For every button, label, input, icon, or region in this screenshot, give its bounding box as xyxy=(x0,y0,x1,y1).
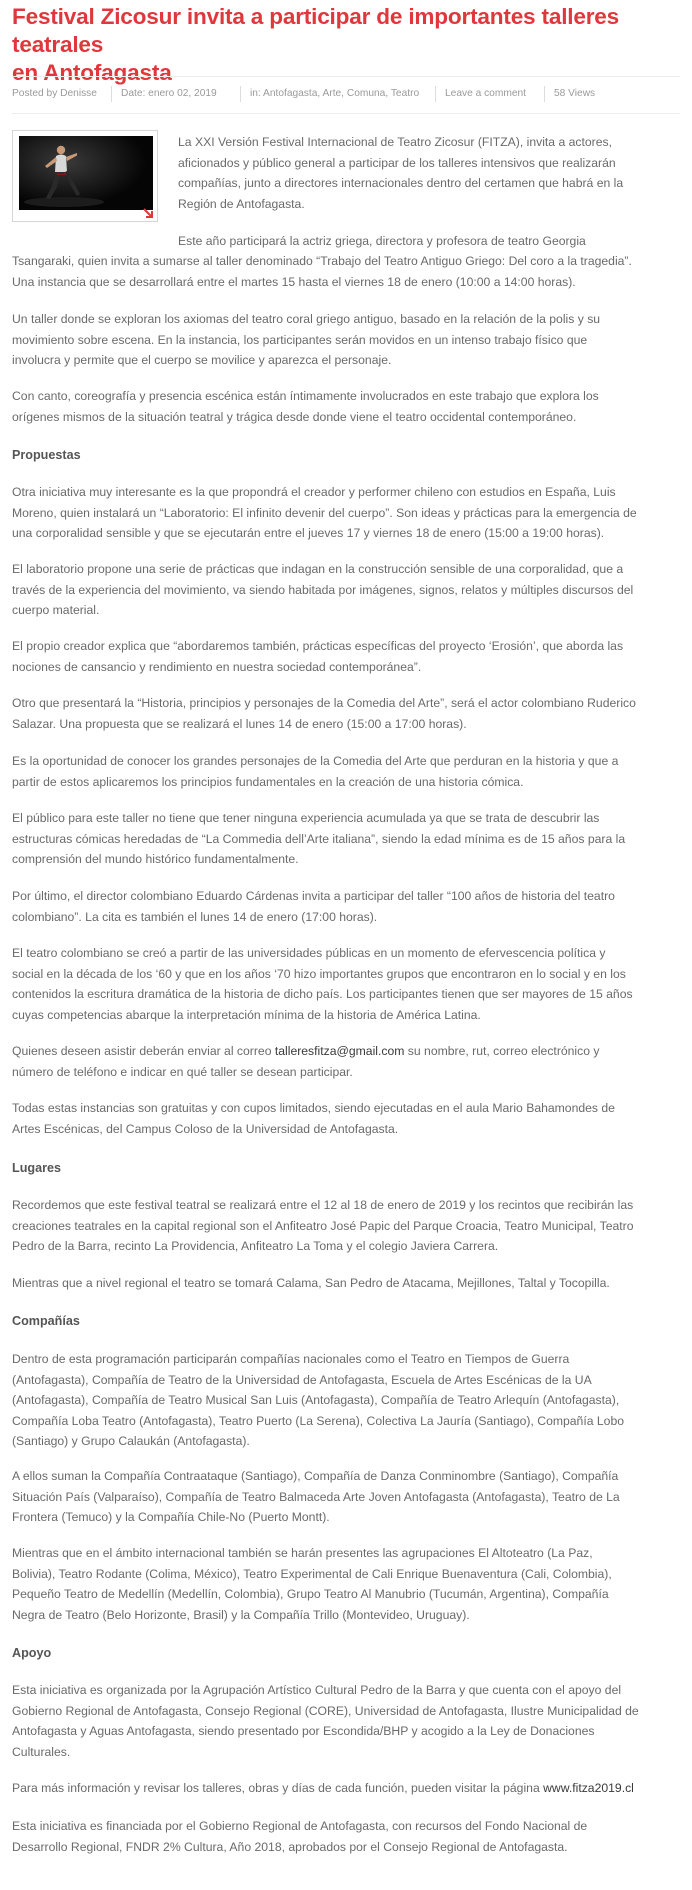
paragraph-organizacion xyxy=(12,1680,680,1762)
text-line: colombiano”. La cita es también el lunes 14 de enero (17:00 horas). xyxy=(12,909,378,924)
website-link[interactable]: www.fitza2019.cl xyxy=(543,1781,634,1795)
paragraph-mas-informacion xyxy=(12,1778,680,1799)
text-line: El laboratorio propone una serie de prácticas que indagan en la construcción sensible de una corporalidad, que a xyxy=(12,562,624,576)
text-line: Antofagasta y Aguas Antofagasta, siendo presentado por Escondida/BHP y acogido a la Ley de Donaciones xyxy=(12,1724,595,1738)
text-line: Desarrollo Regional, FNDR 2% Cultura, Año 2018, aprobados por el Consejo Regional de Antofagasta. xyxy=(12,1839,568,1854)
text-line: Otra iniciativa muy interesante es la que propondrá el creador y performer chileno con estudios en España, Luis xyxy=(12,485,616,499)
text-line: cuerpo material. xyxy=(12,603,100,617)
paragraph-canto xyxy=(12,386,680,427)
text-line: nociones de cansancio y rendimiento en nuestra sociedad contemporánea”. xyxy=(12,659,422,674)
leave-comment-link[interactable]: Leave a comment xyxy=(445,88,526,99)
text-segment: su nombre, rut, correo electrónico y xyxy=(404,1044,600,1058)
text-line: aficionados y público general a participar de los talleres intensivos que realizarán xyxy=(178,155,616,170)
text-line: Bolivia), Teatro Rodante (Colima, México), Teatro Experimental de Cali Enrique Buenaventura (Cali, Colombia), xyxy=(12,1566,612,1581)
text-segment: Quienes deseen asistir deberán enviar al correo xyxy=(12,1044,275,1058)
paragraph-intro xyxy=(178,132,680,214)
text-line: Una instancia que se desarrollará entre el martes 15 hasta el viernes 18 de enero (10:00 a 14:00 horas). xyxy=(12,274,576,289)
text-line: Tsangaraki, quien invita a sumarse al taller denominado “Trabajo del Teatro Antiguo Griego: Del coro a la tragedia”. xyxy=(12,254,632,268)
text-line: Mientras que a nivel regional el teatro se tomará Calama, San Pedro de Atacama, Mejillones, Taltal y Tocopilla. xyxy=(12,1276,610,1290)
paragraph-teatro-colombiano xyxy=(12,943,680,1025)
text-line: A ellos suman la Compañía Contraataque (Santiago), Compañía de Danza Conminombre (Santiago), Compañía xyxy=(12,1469,619,1483)
paragraph-publico xyxy=(12,808,680,870)
text-line: Todas estas instancias son gratuitas y con cupos limitados, siendo ejecutadas en el aula Mario Bahamondes de xyxy=(12,1101,615,1115)
text-line: Moreno, quien instalará un “Laboratorio: El infinito devenir del cuerpo”. Son ideas y prácticas para la emergencia de xyxy=(12,505,637,520)
text-line: partir de estos aplicaremos los principios fundamentales en la creación de una historia cómica. xyxy=(12,774,524,789)
paragraph-regional xyxy=(12,1273,680,1294)
text-line: Recordemos que este festival teatral se realizará entre el 12 al 18 de enero de 2019 y los recintos que recibirán las xyxy=(12,1198,634,1212)
text-line: Pequeño Teatro de Medellín (Medellín, Colombia), Grupo Teatro Al Manubrio (Tucumán, Argentina), Compañía xyxy=(12,1587,609,1601)
section-heading-apoyo: Apoyo xyxy=(12,1646,52,1660)
article-title-line-1[interactable]: Festival Zicosur invita a participar de importantes talleres teatrales xyxy=(12,4,620,57)
post-author: Posted by Denisse xyxy=(12,88,97,99)
text-line: (Antofagasta), Compañía de Teatro de la Universidad de Antofagasta, Escuela de Artes Escénicas de la UA xyxy=(12,1372,592,1387)
text-line: comprensión del mundo histórico fundamentalmente. xyxy=(12,852,299,866)
text-line: Por último, el director colombiano Eduardo Cárdenas invita a participar del taller “100 años de historia del teatro xyxy=(12,889,615,903)
text-line: contenidos la escritura dramática de la historia de dicho país. Los participantes tienen que ser mayores de 15 años xyxy=(12,987,633,1001)
paragraph-laboratorio xyxy=(12,559,680,621)
paragraph-internacional xyxy=(12,1543,680,1625)
text-line: Dentro de esta programación participarán compañías nacionales como el Teatro en Tiempos de Guerra xyxy=(12,1352,570,1366)
text-line: compañías, junto a directores internacionales dentro del certamen que habrá en la xyxy=(178,176,624,190)
text-line: Región de Antofagasta. xyxy=(178,196,305,211)
text-line: estructuras cómicas heredadas de “La Commedia dell’Arte italiana”, siendo la edad mínima es de 15 años para la xyxy=(12,831,626,846)
text-line: orígenes mismos de la situación teatral y trágica desde donde viene el teatro occidental contemporáneo. xyxy=(12,409,577,424)
text-line: involucra y permite que el cuerpo se movilice y aparezca el personaje. xyxy=(12,353,392,367)
meta-divider xyxy=(111,86,112,102)
paragraph-luis-moreno xyxy=(12,482,680,544)
text-segment: Para más información y revisar los talleres, obras y días de cada función, pueden visitar la página xyxy=(12,1781,544,1795)
article xyxy=(12,0,680,1854)
text-line: través de la experiencia del movimiento, va siendo habitada por imágenes, signos, relatos y múltiples discursos del xyxy=(12,582,634,597)
paragraph-georgia xyxy=(12,251,680,292)
text-line: Situación País (Valparaíso), Compañía de Teatro Balmaceda Arte Joven Antofagasta (Antofagasta), Teatro de La xyxy=(12,1489,620,1504)
text-line: creaciones teatrales en la capital regional son el Anfiteatro José Papic del Parque Croacia, Teatro Municipal, Teatro xyxy=(12,1218,634,1233)
meta-divider xyxy=(240,86,241,102)
paragraph-erosion xyxy=(12,636,680,677)
section-heading-propuestas: Propuestas xyxy=(12,448,81,462)
text-line: Este año participará la actriz griega, directora y profesora de teatro Georgia xyxy=(178,234,586,248)
text-line: Frontera (Temuco) y la Compañía Chile-No (Puerto Montt). xyxy=(12,1510,330,1524)
paragraph-financiamiento xyxy=(12,1816,680,1857)
text-line: Mientras que en el ámbito internacional también se harán presentes las agrupaciones El Altoteatro (La Paz, xyxy=(12,1546,593,1560)
text-line: cuyas competencias abarque la interpretación mínima de la historia de América Latina. xyxy=(12,1007,481,1022)
text-line: Culturales. xyxy=(12,1744,71,1759)
section-heading-lugares: Lugares xyxy=(12,1161,61,1175)
meta-divider xyxy=(544,86,545,102)
dancer-photo xyxy=(19,136,153,210)
text-line: Otro que presentará la “Historia, principios y personajes de la Comedia del Arte”, será el actor colombiano Ruderico xyxy=(12,696,636,710)
email-link[interactable]: talleresfitza@gmail.com xyxy=(274,1044,405,1058)
text-line: El teatro colombiano se creó a partir de las universidades públicas en un momento de efervescencia política y xyxy=(12,946,606,960)
article-title-line-2[interactable]: en Antofagasta xyxy=(12,60,172,85)
text-line: El propio creador explica que “abordaremos también, prácticas específicas del proyecto ‘Erosión’, que aborda las xyxy=(12,639,624,653)
paragraph-georgia-first-line xyxy=(178,231,680,252)
text-line: número de teléfono e indicar en qué taller se desean participar. xyxy=(12,1064,353,1079)
paragraph-comedia-del-arte xyxy=(12,693,680,734)
text-line: Es la oportunidad de conocer los grandes personajes de la Comedia del Arte que perduran en la historia y que a xyxy=(12,754,619,768)
text-line: movimiento sobre escena. En la instancia, los participantes serán movidos en un intenso trabajo físico que xyxy=(12,332,588,347)
text-line: (Antofagasta), Compañía de Teatro Musical San Luis (Antofagasta), Compañía de Teatro Arlequín (Antofagasta), xyxy=(12,1393,620,1407)
paragraph-eduardo-cardenas xyxy=(12,886,680,927)
paragraph-companias-adicionales xyxy=(12,1466,680,1528)
meta-divider xyxy=(435,86,436,102)
text-line: (Santiago) y Grupo Calaukán (Antofagasta). xyxy=(12,1434,250,1448)
text-line: Esta iniciativa es organizada por la Agrupación Artístico Cultural Pedro de la Barra y que cuenta con el apoyo del xyxy=(12,1683,622,1697)
text-line: Negra de Teatro (Belo Horizonte, Brasil) y la Compañía Trillo (Montevideo, Uruguay). xyxy=(12,1607,470,1622)
text-line: Gobierno Regional de Antofagasta, Consejo Regional (CORE), Universidad de Antofagasta, Ilustre Municipalidad de xyxy=(12,1703,639,1718)
text-line: social en la década de los ‘60 y que en los años ‘70 hizo importantes grupos que encontraron en lo social y en los xyxy=(12,966,626,981)
expand-arrow-icon[interactable] xyxy=(141,206,155,220)
paragraph-recintos xyxy=(12,1195,680,1257)
text-line: Artes Escénicas, del Campus Coloso de la Universidad de Antofagasta. xyxy=(12,1121,399,1136)
paragraph-companias-nacionales xyxy=(12,1349,680,1452)
featured-image-thumbnail[interactable] xyxy=(12,130,158,222)
text-line: una corporalidad sensible y que se ejecutarán entre el jueves 17 y viernes 18 de enero (15:00 a 19:00 horas). xyxy=(12,526,605,540)
paragraph-taller-coral xyxy=(12,309,680,371)
paragraph-inscripcion xyxy=(12,1041,680,1082)
text-line: La XXI Versión Festival Internacional de Teatro Zicosur (FITZA), invita a actores, xyxy=(178,135,612,149)
text-line: Esta iniciativa es financiada por el Gobierno Regional de Antofagasta, con recursos del Fondo Nacional de xyxy=(12,1819,588,1833)
text-line: Un taller donde se exploran los axiomas del teatro coral griego antiguo, basado en la relación de la polis y su xyxy=(12,312,601,326)
text-line: Pedro de la Barra, recinto La Providencia, Anfiteatro La Toma y el colegio Javiera Carrera. xyxy=(12,1239,499,1253)
text-line: El público para este taller no tiene que tener ninguna experiencia acumulada ya que se trata de descubrir las xyxy=(12,811,600,825)
text-line: Salazar. Una propuesta que se realizará el lunes 14 de enero (15:00 a 17:00 horas). xyxy=(12,716,467,731)
post-date: Date: enero 02, 2019 xyxy=(121,88,217,99)
paragraph-gratuitas xyxy=(12,1098,680,1139)
text-line: Compañía Loba Teatro (Antofagasta), Teatro Puerto (La Serena), Colectiva La Jauría (Santiago), Compañía Lobo xyxy=(12,1413,624,1428)
post-categories[interactable]: in: Antofagasta, Arte, Comuna, Teatro xyxy=(250,88,420,99)
section-heading-companias: Compañías xyxy=(12,1314,80,1328)
text-line: Con canto, coreografía y presencia escénica están íntimamente involucrados en este trabajo que explora los xyxy=(12,389,599,403)
article-title[interactable] xyxy=(12,3,680,87)
post-views: 58 Views xyxy=(554,88,596,99)
post-meta-bar xyxy=(12,76,680,114)
paragraph-oportunidad xyxy=(12,751,680,792)
